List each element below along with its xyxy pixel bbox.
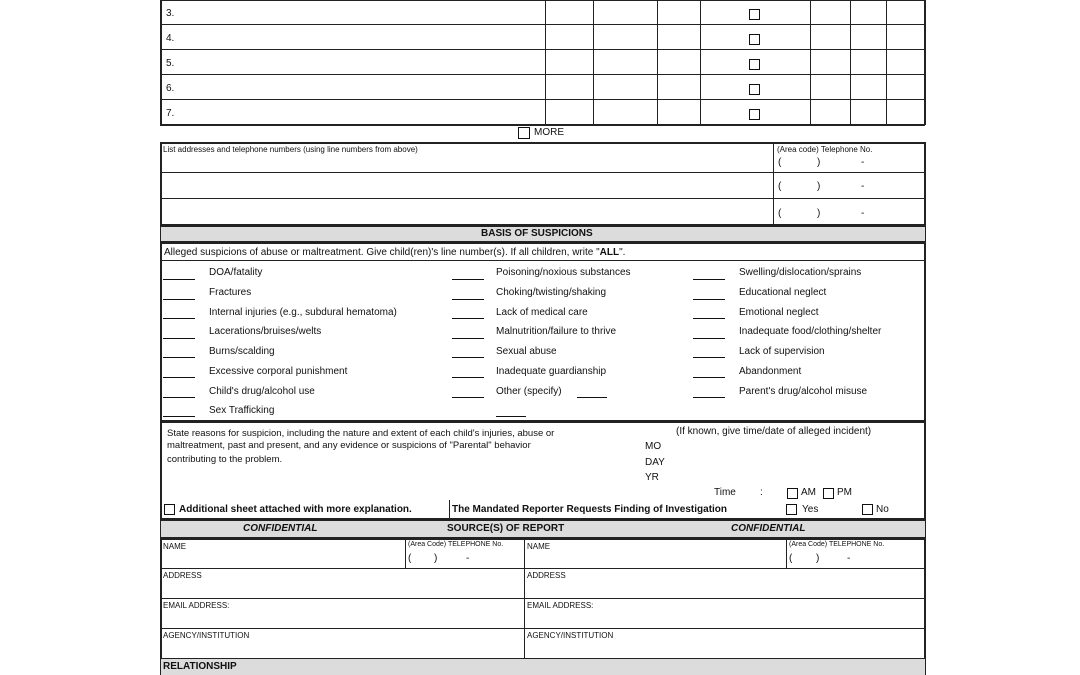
- blank-c3-0[interactable]: [693, 279, 725, 280]
- blank-c2-1[interactable]: [452, 299, 484, 300]
- suspicion-c3-4: Lack of supervision: [739, 346, 825, 357]
- child-checkbox-3[interactable]: [749, 9, 760, 20]
- blank-c2-0[interactable]: [452, 279, 484, 280]
- suspicion-c1-1: Fractures: [209, 287, 252, 298]
- right-phone-label: (Area Code) TELEPHONE No.: [789, 541, 885, 548]
- line-number-6: 6.: [166, 83, 175, 94]
- suspicion-c2-3: Malnutrition/failure to thrive: [496, 326, 617, 337]
- phone-dash-3: -: [861, 208, 865, 219]
- suspicion-c2-2: Lack of medical care: [496, 307, 588, 318]
- relationship-bar: [160, 658, 926, 675]
- right-phone-paren-open: (: [789, 553, 793, 564]
- phone-paren-open-2: (: [778, 181, 782, 192]
- year-label: YR: [645, 472, 659, 483]
- month-label: MO: [645, 441, 662, 452]
- left-address-label: ADDRESS: [163, 571, 202, 580]
- reasons-line-3: contributing to the problem.: [167, 454, 283, 465]
- child-checkbox-7[interactable]: [749, 109, 760, 120]
- suspicion-c1-0: DOA/fatality: [209, 267, 263, 278]
- blank-c1-7[interactable]: [163, 416, 195, 417]
- blank-c1-6[interactable]: [163, 397, 195, 398]
- left-agency-label: AGENCY/INSTITUTION: [163, 631, 250, 640]
- right-name-label: NAME: [527, 542, 551, 551]
- left-phone-dash: -: [466, 553, 470, 564]
- suspicion-c1-2: Internal injuries (e.g., subdural hematoma): [209, 307, 397, 318]
- blank-c1-5[interactable]: [163, 377, 195, 378]
- left-email-label: EMAIL ADDRESS:: [163, 601, 230, 610]
- day-label: DAY: [645, 457, 665, 468]
- left-phone-paren-open: (: [408, 553, 412, 564]
- blank-c3-3[interactable]: [693, 338, 725, 339]
- blank-c1-4[interactable]: [163, 357, 195, 358]
- if-known-label: (If known, give time/date of alleged incident): [676, 426, 872, 437]
- child-checkbox-6[interactable]: [749, 84, 760, 95]
- basis-title: BASIS OF SUSPICIONS: [481, 228, 593, 239]
- suspicion-c1-6: Child's drug/alcohol use: [209, 386, 315, 397]
- phone-paren-close-2: ): [817, 181, 821, 192]
- relationship-label: RELATIONSHIP: [163, 661, 237, 672]
- suspicion-c1-5: Excessive corporal punishment: [209, 366, 348, 377]
- child-checkbox-5[interactable]: [749, 59, 760, 70]
- more-label: MORE: [534, 127, 564, 138]
- suspicion-c3-3: Inadequate food/clothing/shelter: [739, 326, 882, 337]
- blank-c1-1[interactable]: [163, 299, 195, 300]
- time-colon: :: [760, 487, 763, 498]
- line-number-3: 3.: [166, 8, 175, 19]
- blank-c2-6[interactable]: [452, 397, 484, 398]
- suspicion-c1-4: Burns/scalding: [209, 346, 275, 357]
- additional-sheet-label: Additional sheet attached with more explanation.: [179, 504, 412, 515]
- right-phone-paren-close: ): [816, 553, 820, 564]
- confidential-left: CONFIDENTIAL: [243, 523, 318, 534]
- addresses-table: [160, 142, 926, 226]
- no-label: No: [876, 504, 889, 515]
- pm-label: PM: [837, 487, 852, 498]
- suspicion-c2-5: Inadequate guardianship: [496, 366, 607, 377]
- suspicion-c1-3: Lacerations/bruises/welts: [209, 326, 322, 337]
- suspicion-c2-0: Poisoning/noxious substances: [496, 267, 631, 278]
- more-checkbox[interactable]: [518, 127, 530, 139]
- blank-c2-3[interactable]: [452, 338, 484, 339]
- basis-instruction: Alleged suspicions of abuse or maltreatment. Give child(ren)'s line number(s). If all children, write "ALL".: [164, 247, 626, 258]
- left-phone-paren-close: ): [434, 553, 438, 564]
- phone-dash-2: -: [861, 181, 865, 192]
- sources-title: SOURCE(S) OF REPORT: [447, 523, 565, 534]
- suspicion-c1-7: Sex Trafficking: [209, 405, 275, 416]
- am-label: AM: [801, 487, 816, 498]
- other-specify-line-2[interactable]: [496, 416, 526, 417]
- suspicion-c2-4: Sexual abuse: [496, 346, 557, 357]
- blank-c3-5[interactable]: [693, 377, 725, 378]
- mandated-reporter-label: The Mandated Reporter Requests Finding of Investigation: [452, 504, 728, 515]
- suspicion-c2-6: Other (specify): [496, 386, 562, 397]
- line-number-4: 4.: [166, 33, 175, 44]
- blank-c1-3[interactable]: [163, 338, 195, 339]
- yes-checkbox[interactable]: [786, 504, 797, 515]
- confidential-right: CONFIDENTIAL: [731, 523, 806, 534]
- blank-c3-1[interactable]: [693, 299, 725, 300]
- phone-paren-open-3: (: [778, 208, 782, 219]
- blank-c3-2[interactable]: [693, 318, 725, 319]
- blank-c3-6[interactable]: [693, 397, 725, 398]
- blank-c2-2[interactable]: [452, 318, 484, 319]
- phone-paren-open-1: (: [778, 157, 782, 168]
- additional-sheet-checkbox[interactable]: [164, 504, 175, 515]
- addresses-phone-header: (Area code) Telephone No.: [777, 145, 873, 154]
- right-address-label: ADDRESS: [527, 571, 566, 580]
- suspicion-c3-2: Emotional neglect: [739, 307, 819, 318]
- suspicion-c3-0: Swelling/dislocation/sprains: [739, 267, 862, 278]
- blank-c3-4[interactable]: [693, 357, 725, 358]
- no-checkbox[interactable]: [862, 504, 873, 515]
- phone-dash-1: -: [861, 157, 865, 168]
- am-checkbox[interactable]: [787, 488, 798, 499]
- reasons-line-1: State reasons for suspicion, including the nature and extent of each child's injuries, abuse or: [167, 428, 555, 439]
- left-name-label: NAME: [163, 542, 187, 551]
- phone-paren-close-3: ): [817, 208, 821, 219]
- line-number-7: 7.: [166, 108, 175, 119]
- right-agency-label: AGENCY/INSTITUTION: [527, 631, 614, 640]
- phone-paren-close-1: ): [817, 157, 821, 168]
- line-number-5: 5.: [166, 58, 175, 69]
- suspicion-c3-5: Abandonment: [739, 366, 802, 377]
- addresses-header: List addresses and telephone numbers (using line numbers from above): [163, 145, 418, 154]
- other-specify-blank[interactable]: [577, 397, 607, 398]
- suspicion-c3-6: Parent's drug/alcohol misuse: [739, 386, 868, 397]
- yes-label: Yes: [802, 504, 819, 515]
- blank-c2-5[interactable]: [452, 377, 484, 378]
- right-phone-dash: -: [847, 553, 851, 564]
- blank-c2-4[interactable]: [452, 357, 484, 358]
- reasons-line-2: maltreatment, past and present, and any evidence or suspicions of "Parental" behavior: [167, 440, 531, 451]
- child-checkbox-4[interactable]: [749, 34, 760, 45]
- suspicion-c2-1: Choking/twisting/shaking: [496, 287, 607, 298]
- suspicion-c3-1: Educational neglect: [739, 287, 827, 298]
- left-phone-label: (Area Code) TELEPHONE No.: [408, 541, 504, 548]
- blank-c1-0[interactable]: [163, 279, 195, 280]
- time-label: Time: [714, 487, 736, 498]
- pm-checkbox[interactable]: [823, 488, 834, 499]
- right-email-label: EMAIL ADDRESS:: [527, 601, 594, 610]
- blank-c1-2[interactable]: [163, 318, 195, 319]
